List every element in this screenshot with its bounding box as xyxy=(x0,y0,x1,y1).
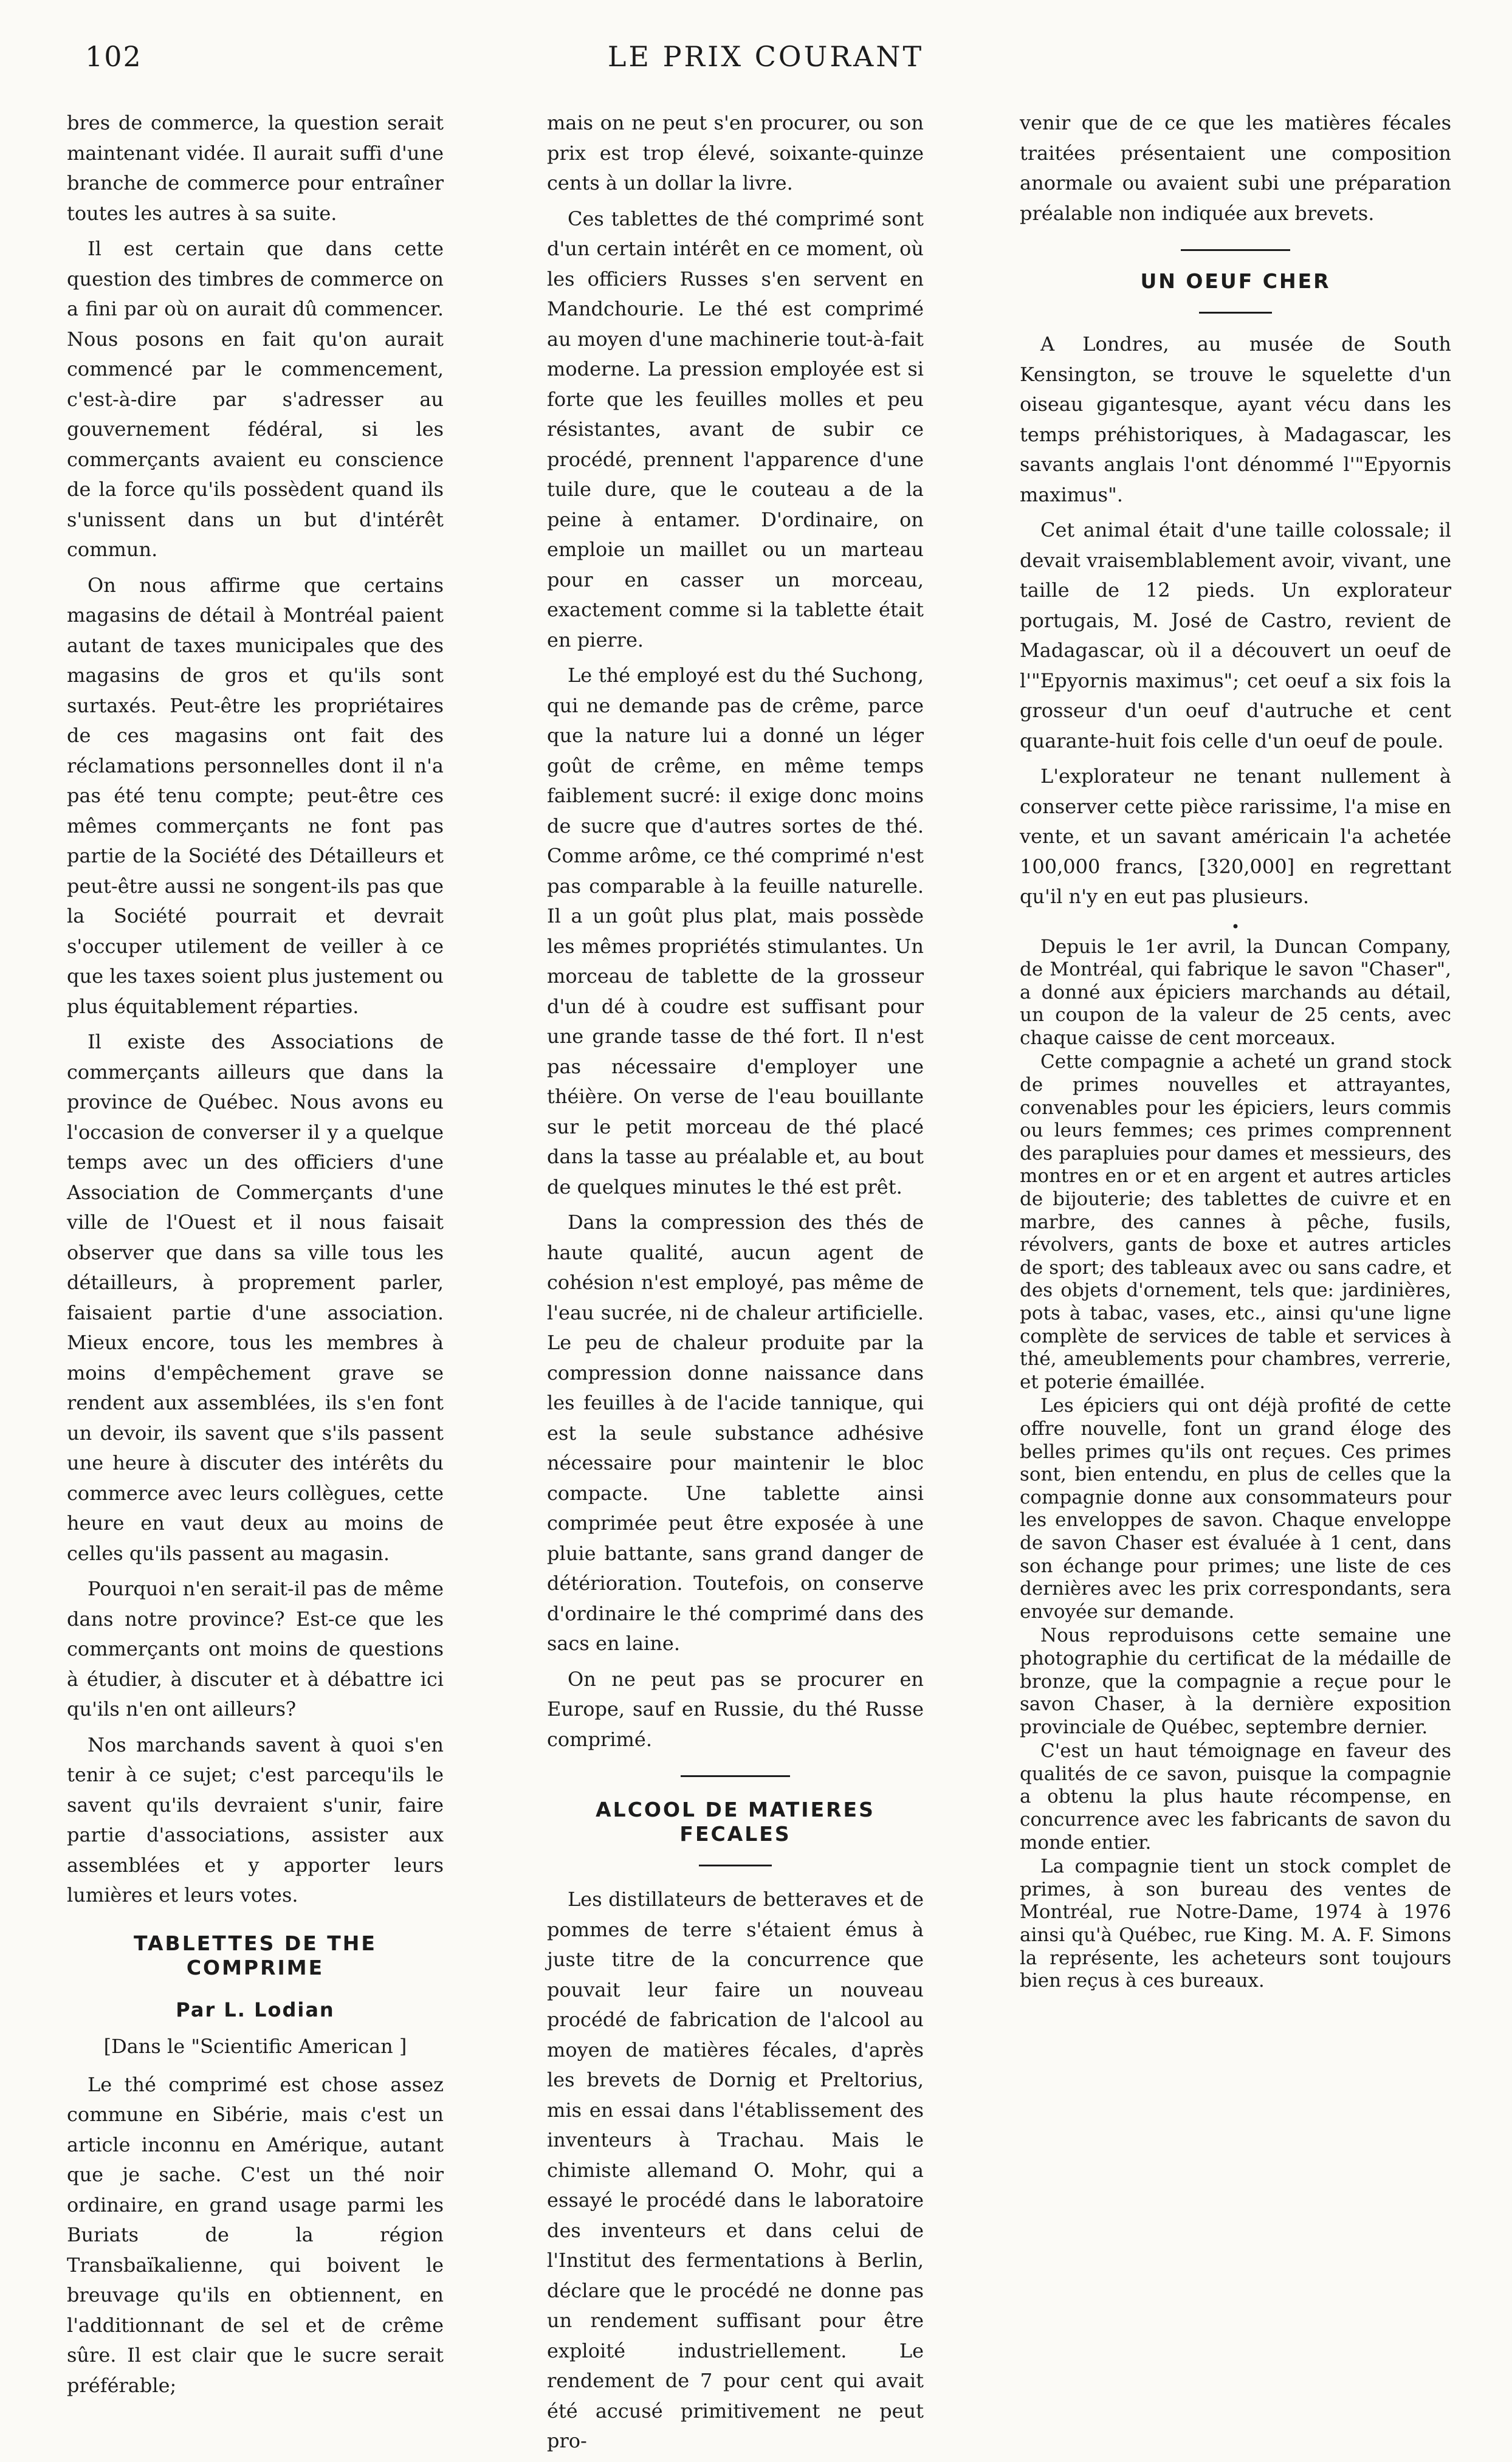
section-divider xyxy=(1199,312,1272,314)
article-heading-tablettes: TABLETTES DE THE COMPRIME xyxy=(134,1931,377,1979)
paragraph: Cette compagnie a acheté un grand stock de primes nouvelles et attrayantes, convenables pour les épiciers, leurs commis ou leurs femmes; ces primes comprennent des parapluies pour dames et messieurs, des montres en or et en argent et autres articles de bijouterie; des tablettes de cuivre et en marbre, des cannes à pêche, fusils, révolvers, gants de boxe et autres articles de sport; des tableaux avec ou sans cadre, et des objets d'ornement, tels que: jardinières, pots à tabac, vases, etc., ainsi qu'une ligne complète de services de table et services à thé, ameublements pour chambres, verrerie, et poterie émaillée. xyxy=(1020,1051,1451,1393)
paragraph: mais on ne peut s'en procurer, ou son prix est trop élevé, soixante-quinze cents à un dollar la livre. xyxy=(547,111,924,194)
paragraph: Il existe des Associations de commerçants ailleurs que dans la province de Québec. Nous avons eu l'occasion de converser il y a quelque temps avec un des officiers d'une Association de Commerçants d'une ville de l'Ouest et il nous faisait observer que dans sa ville tous les détailleurs, à proprement parler, faisaient partie d'une association. Mieux encore, tous les membres à moins d'empêchement grave se rendent aux assemblées, ils s'en font un devoir, ils savent que s'ils passent une heure à discuter des intérêts du commerce avec leurs collègues, cette heure en vaut deux au moins de celles qu'ils passent au magasin. xyxy=(67,1030,444,1565)
paragraph: Nos marchands savent à quoi s'en tenir à ce sujet; c'est parcequ'ils le savent qu'ils devraient s'unir, faire partie d'associations, assister aux assemblées et y apporter leurs lumières et leurs votes. xyxy=(67,1733,444,1907)
page-header xyxy=(67,40,1465,83)
paragraph: On ne peut pas se procurer en Europe, sauf en Russie, du thé Russe comprimé. xyxy=(547,1667,924,1751)
section-divider xyxy=(1181,249,1290,251)
column-2 xyxy=(547,108,924,2462)
paragraph: La compagnie tient un stock complet de primes, à son bureau des ventes de Montréal, rue Notre-Dame, 1974 à 1976 ainsi qu'à Québec, rue King. M. A. F. Simons la représente, les acheteurs sont toujours bien reçus à ces bureaux. xyxy=(1020,1855,1451,1992)
paragraph: bres de commerce, la question serait maintenant vidée. Il aurait suffi d'une branche de commerce pour entraîner toutes les autres à sa suite. xyxy=(67,111,444,225)
paragraph: Le thé employé est du thé Suchong, qui ne demande pas de crême, parce que la nature lui a donné un léger goût de crême, en même temps faiblement sucré: il exige donc moins de sucre que d'autres sortes de thé. Comme arôme, ce thé comprimé n'est pas comparable à la feuille naturelle. Il a un goût plus plat, mais possède les mêmes propriétés stimulantes. Un morceau de tablette de la grosseur d'un dé à coudre est suffisant pour une grande tasse de thé fort. Il n'est pas nécessaire d'employer une théière. On verse de l'eau bouillante sur le petit morceau de thé placé dans la tasse au préalable et, au bout de quelques minutes le thé est prêt. xyxy=(547,664,924,1198)
page-number: 102 xyxy=(85,40,142,73)
paragraph: Le thé comprimé est chose assez commune en Sibérie, mais c'est un article inconnu en Amérique, autant que je sache. C'est un thé noir ordinaire, en grand usage parmi les Buriats de la région Transbaïkalienne, qui boivent le breuvage qu'ils en obtiennent, en l'additionnant de sel et de crême sûre. Il est clair que le sucre serait préférable; xyxy=(67,2072,444,2397)
section-divider xyxy=(681,1775,790,1777)
paragraph: A Londres, au musée de South Kensington, se trouve le squelette d'un oiseau gigantesque, ayant vécu dans les temps préhistoriques, à Madagascar, les savants anglais l'ont dénommé l'"Epyornis maximus". xyxy=(1020,332,1451,506)
paragraph: L'explorateur ne tenant nullement à conserver cette pièce rarissime, l'a mise en vente, et un savant américain l'a achetée 100,000 francs, [320,000] en regrettant qu'il n'y en eut pas plusieurs. xyxy=(1020,765,1451,908)
paragraph: Depuis le 1er avril, la Duncan Company, de Montréal, qui fabrique le savon "Chaser", a donné aux épiciers marchands au détail, un coupon de la valeur de 25 cents, avec chaque caisse de cent morceaux. xyxy=(1020,935,1451,1049)
paragraph: Les distillateurs de betteraves et de pommes de terre s'étaient émus à juste titre de la concurrence que pouvait leur faire un nouveau procédé de fabrication de l'alcool au moyen de matières fécales, d'après les brevets de Dornig et Preltorius, mis en essai dans l'établissement des inventeurs à Trachau. Mais le chimiste allemand O. Mohr, qui a essayé le procédé dans le laboratoire des inventeurs et dans celui de l'Institut des fermentations à Berlin, déclare que le procédé ne donne pas un rendement suffisant pour être exploité industriellement. Le rendement de 7 pour cent qui avait été accusé primitivement ne peut pro- xyxy=(547,1888,924,2452)
paragraph: venir que de ce que les matières fécales traitées présentaient une composition anormale ou avaient subi une préparation préalable non indiquée aux brevets. xyxy=(1020,111,1451,225)
article-byline: Par L. Lodian xyxy=(176,1998,335,2021)
article-heading-alcool: ALCOOL DE MATIERES FECALES xyxy=(596,1798,875,1846)
paragraph: On nous affirme que certains magasins de détail à Montréal paient autant de taxes municipales que des magasins de gros et qu'ils sont surtaxés. Peut-être les propriétaires de ces magasins ont fait des réclamations personnelles dont il n'a pas été tenu compte; peut-être ces mêmes commerçants ne font pas partie de la Société des Détailleurs et peut-être aussi ne songent-ils pas que la Société pourrait et devrait s'occuper utilement de veiller à ce que les taxes soient plus justement ou plus équitablement réparties. xyxy=(67,573,444,1018)
separator-bullet: • xyxy=(1231,918,1240,935)
column-1 xyxy=(67,108,444,2406)
paragraph: Dans la compression des thés de haute qualité, aucun agent de cohésion n'est employé, pas même de l'eau sucrée, ni de chaleur artificielle. Le peu de chaleur produite par la compression donne naissance dans les feuilles à de l'acide tannique, qui est la seule substance adhésive nécessaire pour maintenir le bloc compacte. Une tablette ainsi comprimée peut être exposée à une pluie battante, sans grand danger de détérioration. Toutefois, on conserve d'ordinaire le thé comprimé dans des sacs en laine. xyxy=(547,1211,924,1655)
paragraph: Nous reproduisons cette semaine une photographie du certificat de la médaille de bronze, que la compagnie a reçue pour le savon Chaser, à la dernière exposition provinciale de Québec, septembre dernier. xyxy=(1020,1625,1451,1738)
section-divider xyxy=(699,1865,772,1866)
article-heading-oeuf: UN OEUF CHER xyxy=(1140,269,1331,293)
paragraph: Pourquoi n'en serait-il pas de même dans notre province? Est-ce que les commerçants ont moins de questions à étudier, à discuter et à débattre ici qu'ils n'en ont ailleurs? xyxy=(67,1577,444,1721)
paragraph: Cet animal était d'une taille colossale; il devait vraisemblablement avoir, vivant, une taille de 12 pieds. Un explorateur portugais, M. José de Castro, revient de Madagascar, où il a découvert un oeuf de l'"Epyornis maximus"; cet oeuf a six fois la grosseur d'un oeuf d'autruche et cent quarante-huit fois celle d'un oeuf de poule. xyxy=(1020,518,1451,752)
source-note: [Dans le "Scientific American ] xyxy=(103,2034,407,2058)
paragraph: Il est certain que dans cette question des timbres de commerce on a fini par où on aurait dû commencer. Nous posons en fait qu'on aurait commencé par le commencement, c'est-à-dire par s'adresser au gouvernement fédéral, si les commerçants avaient eu conscience de la force qu'ils possèdent quand ils s'unissent dans un but d'intérêt commun. xyxy=(67,237,444,561)
column-3 xyxy=(1020,108,1451,1994)
journal-title: LE PRIX COURANT xyxy=(607,40,924,73)
paragraph: Les épiciers qui ont déjà profité de cette offre nouvelle, font un grand éloge des belles primes qu'ils ont reçues. Ces primes sont, bien entendu, en plus de celles que la compagnie donne aux consommateurs pour les enveloppes de savon. Chaque enveloppe de savon Chaser est évaluée à 1 cent, dans son échange pour primes; une liste de ces dernières avec les prix correspondants, sera envoyée sur demande. xyxy=(1020,1395,1451,1623)
paragraph: Ces tablettes de thé comprimé sont d'un certain intérêt en ce moment, où les officiers Russes s'en servent en Mandchourie. Le thé est comprimé au moyen d'une machinerie tout-à-fait moderne. La pression employée est si forte que les feuilles molles et peu résistantes, avant de subir ce procédé, prennent l'apparence d'une tuile dure, que le couteau a de la peine à entamer. D'ordinaire, on emploie un maillet ou un marteau pour en casser un morceau, exactement comme si la tablette était en pierre. xyxy=(547,207,924,652)
paragraph: C'est un haut témoignage en faveur des qualités de ce savon, puisque la compagnie a obtenu la plus haute récompense, en concurrence avec les fabricants de savon du monde entier. xyxy=(1020,1740,1451,1854)
